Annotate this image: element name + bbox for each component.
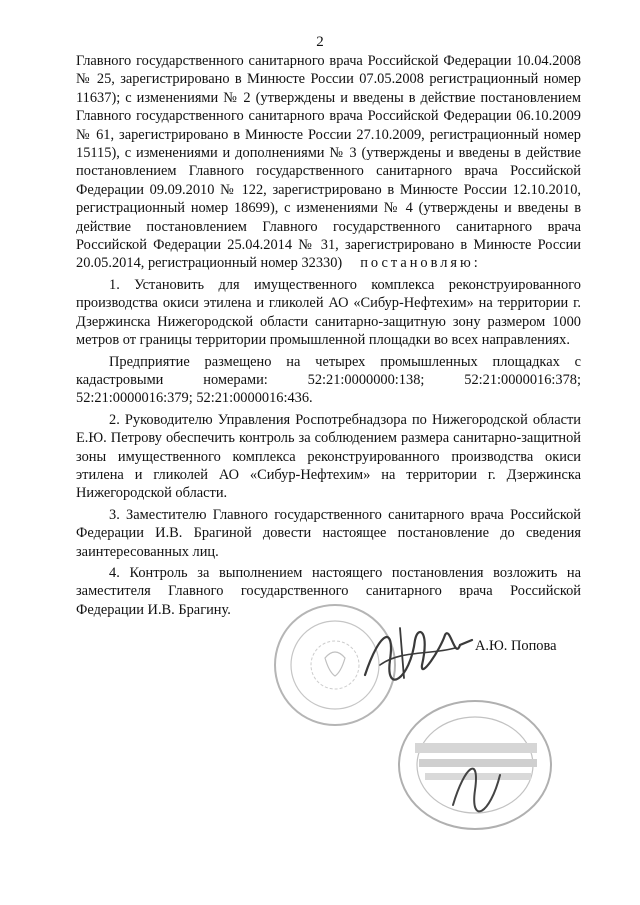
signature-scribble xyxy=(360,620,480,690)
paragraph-preamble xyxy=(76,52,581,273)
decree-word: постановляю: xyxy=(360,255,481,272)
signer-name: А.Ю. Попова xyxy=(475,638,557,654)
paragraph-item-1: 1. Установить для имущественного комплекса реконструированного производства окиси этилена и гликолей АО «Сибур-Нефтехим» на территории г. Дзержинска Нижегородской области санитарно-защитную зону размером 1000 метров от границы территории промышленной площадки во всех направлениях. xyxy=(76,276,581,349)
paragraph-item-3: 3. Заместителю Главного государственного санитарного врача Российской Федерации И.В. Брагиной довести настоящее постановление до сведения заинтересованных лиц. xyxy=(76,506,581,560)
paragraph-item-4: 4. Контроль за выполнением настоящего постановления возложить на заместителя Главного государственного санитарного врача Российской Федерации И.В. Брагину. xyxy=(76,564,581,618)
preamble-text: Главного государственного санитарного врача Российской Федерации 10.04.2008 № 25, зарегистрировано в Минюсте России 07.05.2008 регистрационный номер 11637); с изменениями № 2 (утверждены и введены в действие постановлением Главного государственного санитарного врача Российской Федерации 06.10.2009 № 61, зарегистрировано в Минюсте России 27.10.2009, регистрационный номер 15115), с изменениями и дополнениями № 3 (утверждены и введены в действие постановлением Главного государственного санитарного врача Российской Федерации 09.09.2010 № 122, зарегистрировано в Минюсте России 12.10.2010, регистрационный номер 18699), с изменениями № 4 (утверждены и введены в действие постановлением Главного государственного санитарного врача Российской Федерации 25.04.2014 № 31, зарегистрировано в Минюсте России 20.05.2014, регистрационный номер 32330) xyxy=(76,53,581,272)
paragraph-cadastral: Предприятие размещено на четырех промышленных площадках с кадастровыми номерами: 52:21:0000000:138; 52:21:0000016:378; 52:21:0000016:379; 52:21:0000016:436. xyxy=(76,353,581,407)
paragraph-item-2: 2. Руководителю Управления Роспотребнадзора по Нижегородской области Е.Ю. Петрову обеспечить контроль за соблюдением размера санитарно-защитной зоны имущественного комплекса реконструированного производства окиси этилена и гликолей АО «Сибур-Нефтехим» на территории г. Дзержинска Нижегородской области. xyxy=(76,411,581,502)
copy-stamp xyxy=(395,695,555,835)
signature-block xyxy=(270,600,600,840)
document-body xyxy=(76,52,581,619)
page-number: 2 xyxy=(316,34,324,50)
